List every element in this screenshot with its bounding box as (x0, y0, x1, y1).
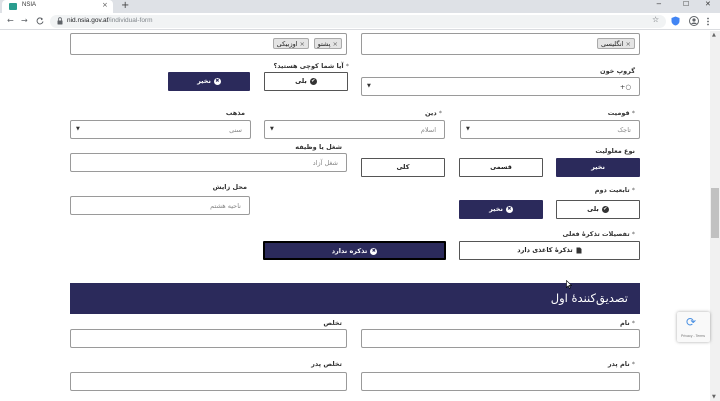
chevron-down-icon: ▼ (76, 126, 80, 132)
verifier-father-input[interactable] (361, 372, 640, 391)
blood-group-value: ○+ (619, 83, 631, 91)
sect-label: مذهب (225, 109, 245, 117)
verifier-surname-input[interactable] (70, 329, 347, 348)
tazkira-label: * تفصیلات تذکرهٔ فعلی (562, 230, 635, 238)
disability-partial-button[interactable]: قسمی (459, 158, 543, 177)
address-bar[interactable] (50, 15, 666, 28)
check-icon: ✔ (311, 77, 316, 84)
dual-citizenship-no-button[interactable]: ✖نخیر (459, 200, 543, 219)
mouse-cursor-icon (566, 280, 572, 289)
tazkira-paper-button[interactable]: تذکرهٔ کاغذی دارد (459, 241, 640, 260)
document-icon (576, 247, 582, 254)
verifier-name-label: * نام (620, 319, 635, 327)
chevron-down-icon: ▼ (367, 83, 371, 89)
verifier-name-input[interactable] (361, 329, 640, 348)
scroll-up-icon[interactable]: ▲ (712, 32, 716, 38)
native-language-select[interactable] (70, 33, 347, 55)
scrollbar-thumb[interactable] (711, 188, 719, 238)
dual-citizenship-label: * تابعیت دوم (594, 186, 635, 194)
star-icon[interactable]: ☆ (652, 15, 660, 24)
language-tag[interactable]: ×پشتو (314, 38, 342, 49)
scroll-down-icon[interactable]: ▼ (712, 394, 716, 400)
ethnicity-label: * قومیت (607, 109, 635, 117)
back-button[interactable]: ← (7, 16, 14, 25)
religion-value: اسلام (420, 126, 436, 134)
reload-icon[interactable] (36, 17, 44, 25)
tab-title: NSIA (22, 2, 37, 8)
dual-citizenship-yes-button[interactable]: ✔بلی (556, 200, 640, 219)
chevron-down-icon: ▼ (466, 126, 470, 132)
blood-group-select[interactable] (361, 77, 640, 96)
minimize-button[interactable]: − (656, 0, 662, 8)
tab-strip (0, 0, 720, 13)
extension-icon[interactable] (671, 16, 680, 26)
language-tag[interactable]: ×اوزبیکی (273, 38, 309, 49)
nsia-favicon (9, 3, 17, 10)
birthplace-input[interactable] (70, 196, 250, 215)
birthplace-label: محل زایش (212, 183, 247, 191)
browser-tab[interactable] (2, 0, 113, 13)
new-tab-button[interactable]: + (121, 0, 130, 11)
forward-button[interactable]: → (21, 16, 28, 25)
sect-select[interactable] (70, 120, 251, 139)
occupation-label: شغل یا وظیفه (295, 143, 342, 151)
disability-full-button[interactable]: کلی (361, 158, 445, 177)
account-icon[interactable] (689, 16, 699, 26)
recaptcha-icon: ⟳ (686, 315, 697, 329)
disability-label: نوع معلولیت (595, 147, 635, 155)
page-content (0, 31, 710, 401)
ethnicity-value: تاجک (617, 126, 631, 134)
recaptcha-links[interactable]: Privacy - Terms (681, 334, 706, 338)
verifier-father-surname-label: تخلص پدر (311, 360, 342, 368)
url-text: nid.nsia.gov.af/individual-form (67, 17, 153, 24)
page-scrollbar[interactable] (710, 31, 720, 401)
blood-group-label: گروپ خون (600, 67, 635, 75)
check-icon: ✔ (603, 205, 608, 212)
recaptcha-badge[interactable] (677, 312, 710, 342)
verifier-father-label: * نام پدر (607, 360, 635, 368)
x-icon: ✖ (371, 247, 376, 254)
lock-icon[interactable] (57, 17, 63, 25)
occupation-value: شغل آزاد (312, 159, 338, 167)
maximize-button[interactable]: ☐ (683, 0, 690, 8)
tazkira-none-button[interactable]: ✖تذکره ندارد (263, 241, 446, 260)
disability-none-button[interactable]: نخیر (556, 158, 640, 177)
nomad-no-button[interactable]: ✖نخیر (168, 72, 250, 91)
occupation-input[interactable] (70, 153, 347, 172)
x-icon: ✖ (507, 205, 512, 212)
nomad-yes-button[interactable]: ✔بلی (264, 72, 348, 91)
verifier-father-surname-input[interactable] (70, 372, 347, 391)
ethnicity-select[interactable] (460, 120, 640, 139)
close-window-button[interactable]: ✕ (705, 0, 711, 8)
religion-label: * دین (425, 109, 442, 117)
other-language-select[interactable] (361, 33, 640, 55)
nomad-label: * آیا شما کوچی هستید؟ (273, 62, 349, 70)
birthplace-value: ناحیه هشتم (210, 202, 241, 210)
tab-close-icon[interactable]: × (102, 1, 108, 9)
section-title: تصدیق‌کنندهٔ اول (550, 291, 628, 305)
verifier-surname-label: تخلص (323, 319, 342, 327)
menu-icon[interactable] (706, 17, 710, 26)
chevron-down-icon: ▼ (270, 126, 274, 132)
section-header (70, 283, 640, 314)
language-tag[interactable]: ×انگلیسی (597, 38, 635, 49)
browser-toolbar (0, 13, 720, 30)
religion-select[interactable] (264, 120, 445, 139)
x-icon: ✖ (215, 77, 220, 84)
sect-value: سنی (229, 126, 242, 134)
